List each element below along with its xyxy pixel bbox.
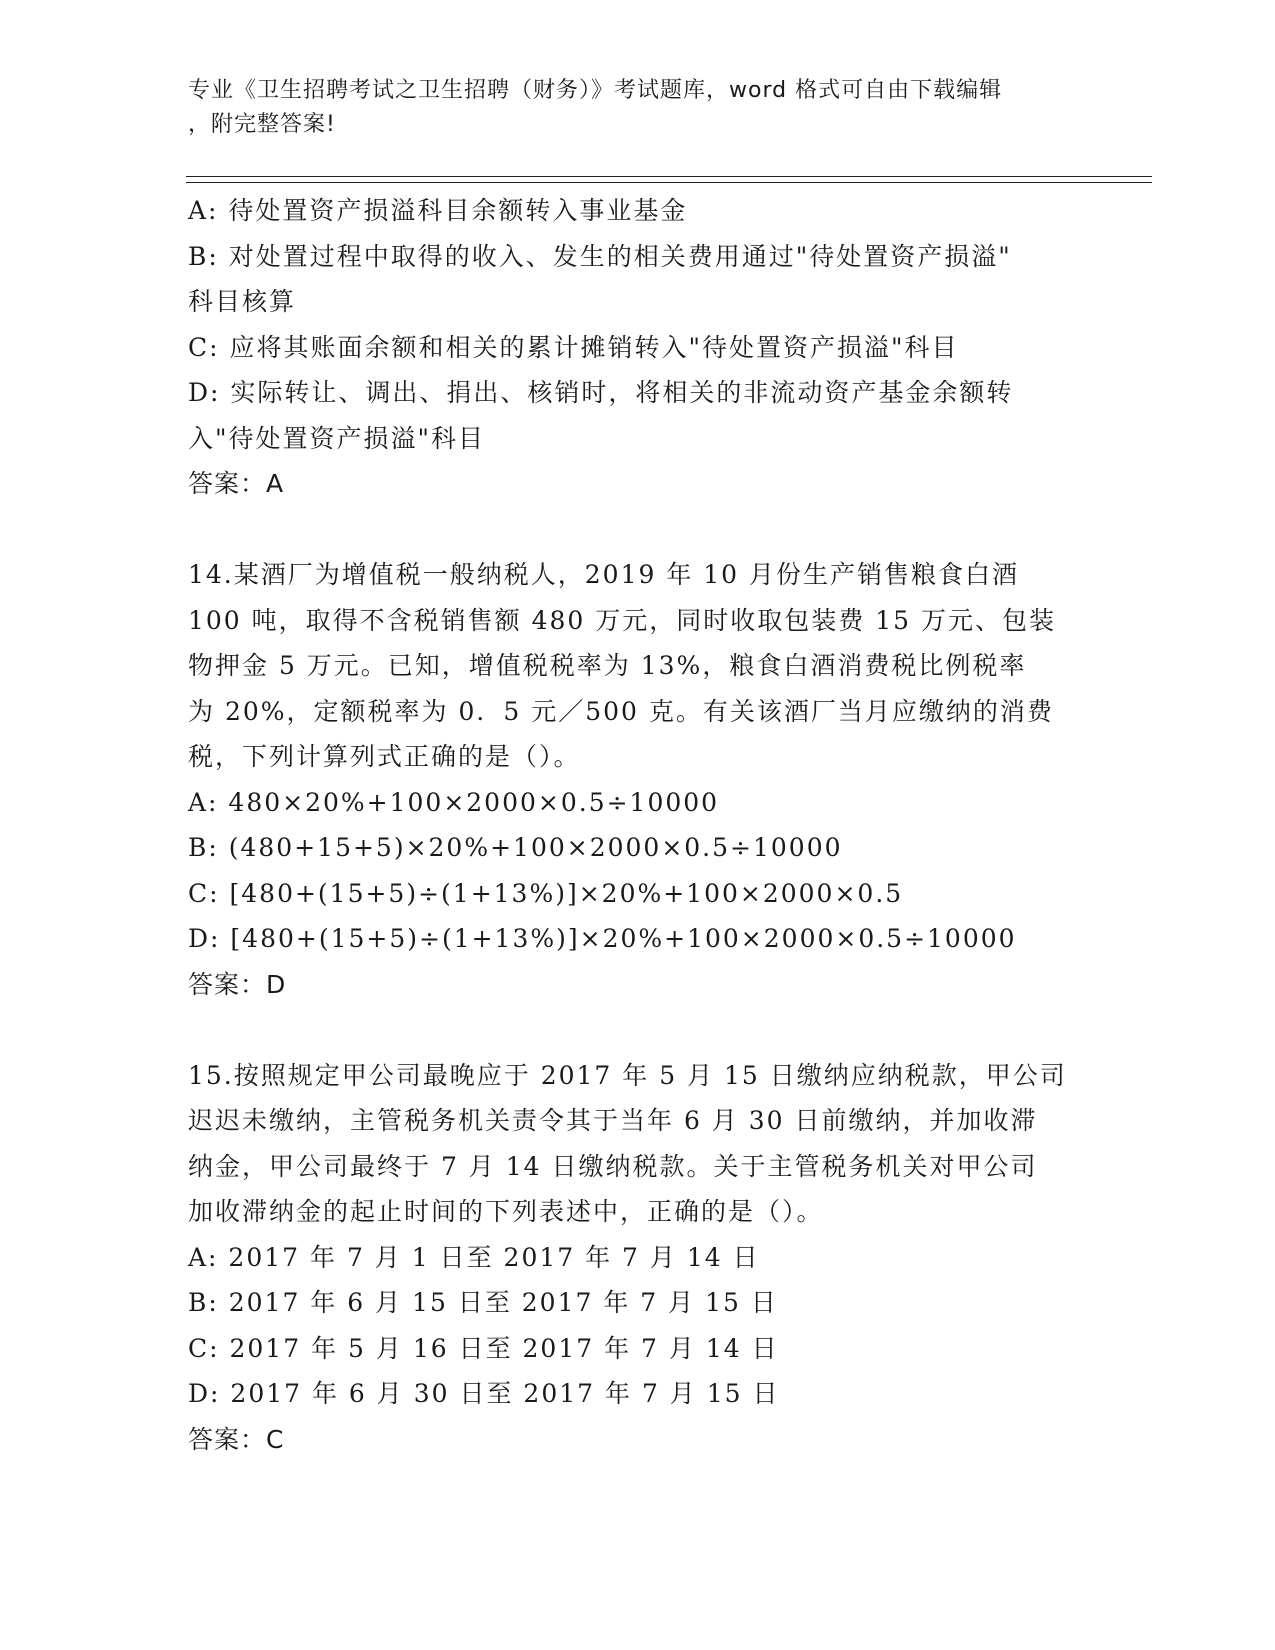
document-header: [188, 74, 1068, 142]
q14-stem-line-1: 14.某酒厂为增值税一般纳税人，2019 年 10 月份生产销售粮食白酒: [188, 560, 1020, 589]
q14-stem-line-5: 税，下列计算列式正确的是（）。: [188, 742, 581, 771]
q14-option-a: A: 480×20%+100×2000×0.5÷10000: [188, 787, 720, 817]
q13-answer: 答案：A: [188, 469, 285, 498]
q13-option-b-line-1: B: 对处置过程中取得的收入、发生的相关费用通过"待处置资产损溢": [188, 241, 1012, 271]
header-line-2: ，附完整答案!: [188, 112, 336, 137]
q13-option-d-line-2: 入"待处置资产损溢"科目: [188, 423, 485, 453]
q15-option-a: A: 2017 年 7 月 1 日至 2017 年 7 月 14 日: [188, 1242, 760, 1272]
q13-option-a: A: 待处置资产损溢科目余额转入事业基金: [188, 196, 688, 225]
q13-option-c: C: 应将其账面余额和相关的累计摊销转入"待处置资产损溢"科目: [188, 332, 959, 362]
header-line-1: 专业《卫生招聘考试之卫生招聘（财务）》考试题库，word 格式可自由下载编辑: [188, 78, 1003, 103]
q15-stem-line-3: 纳金，甲公司最终于 7 月 14 日缴纳税款。关于主管税务机关对甲公司: [188, 1151, 1038, 1181]
q15-option-b: B: 2017 年 6 月 15 日至 2017 年 7 月 15 日: [188, 1288, 778, 1317]
document-body: [188, 188, 1068, 1462]
q14-answer: 答案：D: [188, 969, 287, 999]
spacer: [188, 507, 1068, 553]
question-13: [188, 188, 1068, 507]
q14-stem-line-4: 为 20%，定额税率为 0．5 元／500 克。有关该酒厂当月应缴纳的消费: [188, 696, 1054, 726]
q15-stem-line-1: 15.按照规定甲公司最晚应于 2017 年 5 月 15 日缴纳应纳税款，甲公司: [188, 1060, 1067, 1090]
q14-option-d: D: [480+(15+5)÷(1+13%)]×20%+100×2000×0.5÷10000: [188, 924, 1017, 953]
q15-stem-line-2: 迟迟未缴纳，主管税务机关责令其于当年 6 月 30 日前缴纳，并加收滞: [188, 1106, 1038, 1135]
q15-answer: 答案：C: [188, 1424, 285, 1454]
q15-stem-line-4: 加收滞纳金的起止时间的下列表述中，正确的是（）。: [188, 1197, 824, 1226]
q14-option-b: B: (480+15+5)×20%+100×2000×0.5÷10000: [188, 833, 843, 862]
q14-stem-line-2: 100 吨，取得不含税销售额 480 万元，同时收取包装费 15 万元、包装: [188, 605, 1056, 635]
q13-option-b-line-2: 科目核算: [188, 287, 297, 316]
header-rule-bottom: [186, 182, 1152, 183]
q15-option-d: D: 2017 年 6 月 30 日至 2017 年 7 月 15 日: [188, 1379, 780, 1408]
q14-option-c: C: [480+(15+5)÷(1+13%)]×20%+100×2000×0.5: [188, 878, 904, 908]
header-rule-top: [186, 176, 1152, 177]
q15-option-c: C: 2017 年 5 月 16 日至 2017 年 7 月 14 日: [188, 1333, 779, 1363]
question-15: [188, 1053, 1068, 1463]
q13-option-d-line-1: D: 实际转让、调出、捐出、核销时，将相关的非流动资产基金余额转: [188, 378, 1014, 407]
spacer: [188, 1007, 1068, 1053]
question-14: [188, 552, 1068, 1007]
q14-stem-line-3: 物押金 5 万元。已知，增值税税率为 13%，粮食白酒消费税比例税率: [188, 651, 1027, 680]
